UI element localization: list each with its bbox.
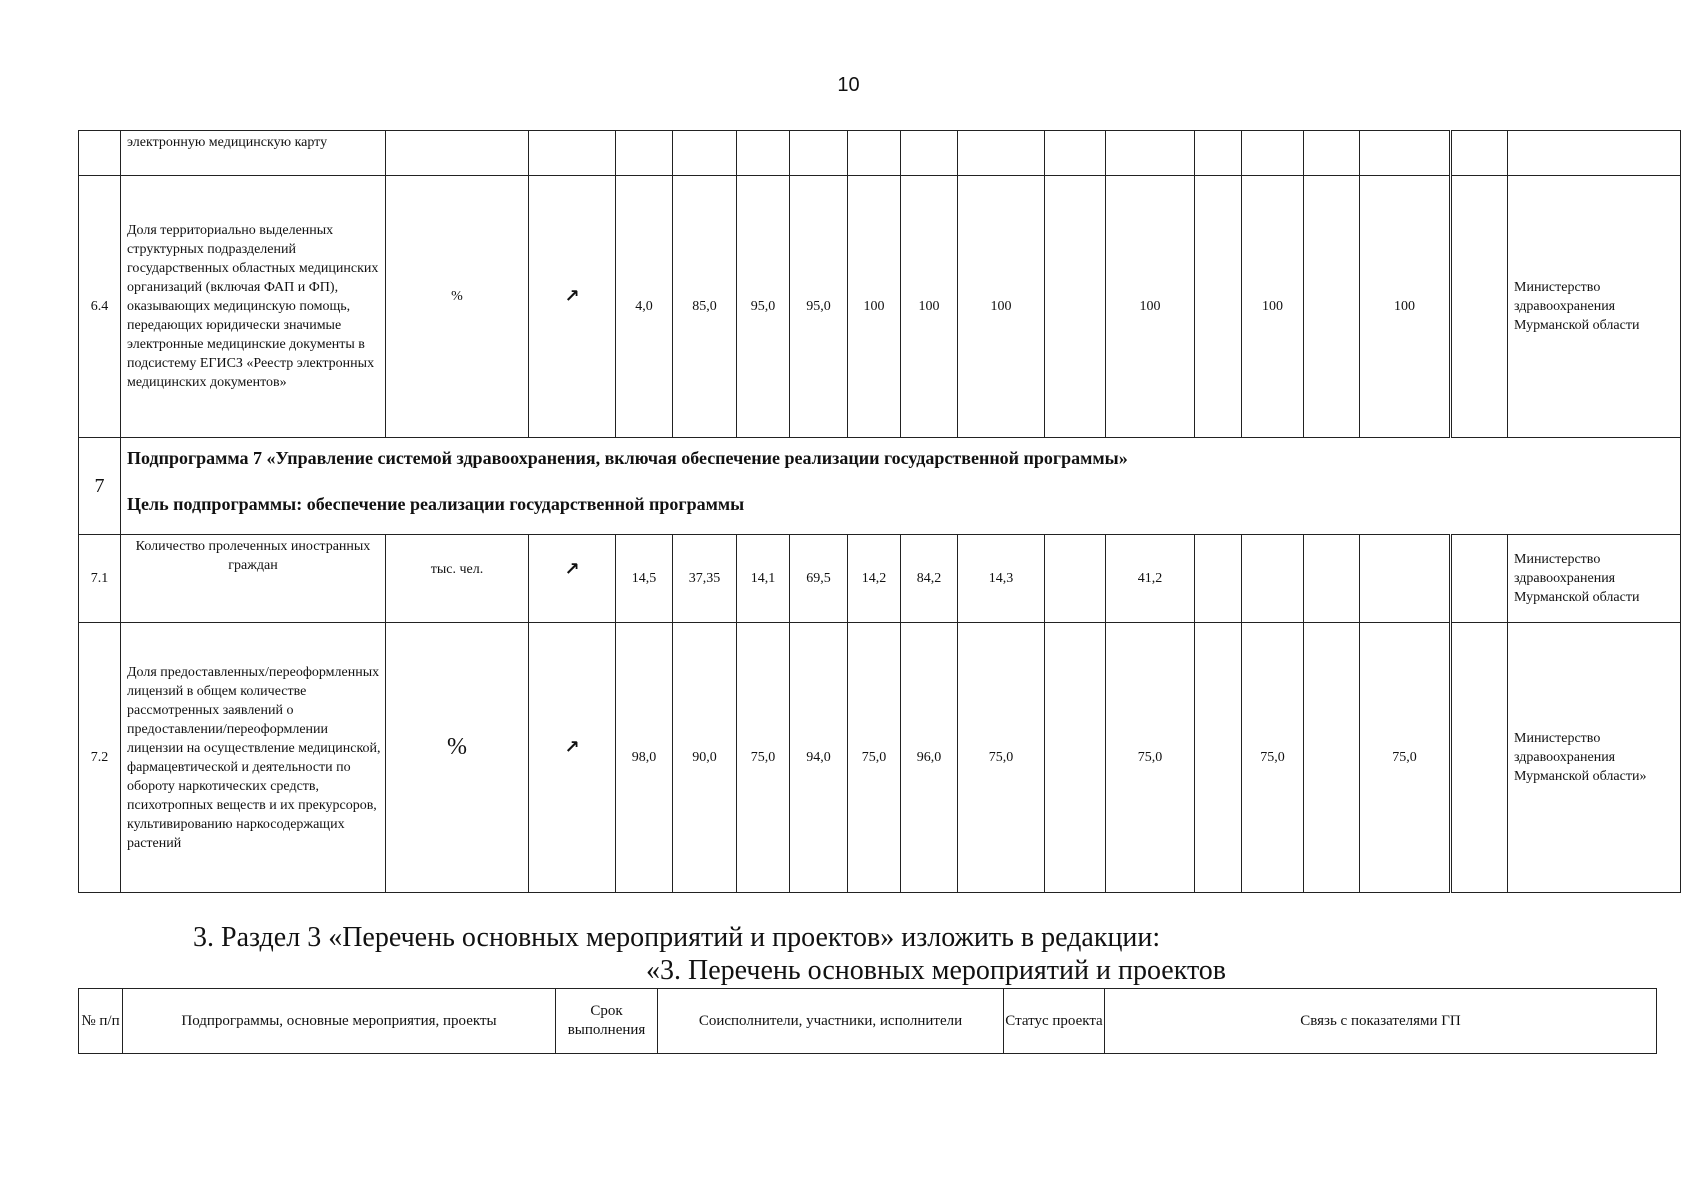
value-cell: 90,0 [673, 623, 737, 893]
row-number: 6.4 [79, 176, 121, 438]
value-cell: 75,0 [1242, 623, 1304, 893]
header-name: Подпрограммы, основные мероприятия, проекты [123, 989, 556, 1054]
value-cell: 4,0 [616, 176, 673, 438]
indicator-name: Доля территориально выделенных структурных подразделений государственных областных медицинских организаций (включая ФАП и ФП), оказывающих медицинскую помощь, передающих юридически значимые электронные медицинские документы в подсистему ЕГИСЗ «Реестр электронных медицинских документов» [121, 176, 386, 438]
table-row [79, 438, 1681, 535]
header-executors: Соисполнители, участники, исполнители [658, 989, 1004, 1054]
header-num: № п/п [79, 989, 123, 1054]
subprogram-heading [121, 438, 1681, 535]
section-3-title: «3. Перечень основных мероприятий и проектов [646, 955, 1227, 986]
value-cell: 14,1 [737, 535, 790, 623]
value-cell: 75,0 [1360, 623, 1451, 893]
value-cell: 41,2 [1106, 535, 1195, 623]
value-cell: 100 [958, 176, 1045, 438]
value-cell: 100 [901, 176, 958, 438]
page-number: 10 [837, 74, 860, 96]
row-number: 7.2 [79, 623, 121, 893]
measures-table [78, 988, 1657, 1054]
value-cell: 37,35 [673, 535, 737, 623]
value-cell: 100 [1242, 176, 1304, 438]
table-row [79, 535, 1681, 623]
value-cell: 85,0 [673, 176, 737, 438]
trend-arrow-icon: ↗ [529, 535, 616, 623]
value-cell: 96,0 [901, 623, 958, 893]
value-cell: 14,2 [848, 535, 901, 623]
unit: % [386, 623, 529, 893]
row-number: 7.1 [79, 535, 121, 623]
responsible: Министерство здравоохранения Мурманской области [1508, 176, 1681, 438]
value-cell: 84,2 [901, 535, 958, 623]
indicator-name: Количество пролеченных иностранных граждан [121, 535, 386, 623]
value-cell: 100 [1360, 176, 1451, 438]
subprogram-goal: Цель подпрограммы: обеспечение реализации государственной программы [127, 494, 745, 514]
value-cell: 75,0 [958, 623, 1045, 893]
value-cell: 95,0 [790, 176, 848, 438]
table-row [79, 623, 1681, 893]
row-number: 7 [79, 438, 121, 535]
header-status: Статус проекта [1004, 989, 1105, 1054]
trend-arrow-icon: ↗ [529, 176, 616, 438]
value-cell: 75,0 [1106, 623, 1195, 893]
unit: % [386, 176, 529, 438]
indicators-table [78, 130, 1681, 893]
value-cell: 98,0 [616, 623, 673, 893]
indicator-name: электронную медицинскую карту [121, 131, 386, 176]
subprogram-title: Подпрограмма 7 «Управление системой здравоохранения, включая обеспечение реализации государственной программы» [127, 448, 1128, 468]
table-row [79, 176, 1681, 438]
table-row [79, 131, 1681, 176]
value-cell: 100 [1106, 176, 1195, 438]
value-cell: 14,3 [958, 535, 1045, 623]
value-cell: 75,0 [737, 623, 790, 893]
unit: тыс. чел. [386, 535, 529, 623]
table-header-row [79, 989, 1657, 1054]
value-cell: 75,0 [848, 623, 901, 893]
responsible: Министерство здравоохранения Мурманской области [1508, 535, 1681, 623]
header-link: Связь с показателями ГП [1105, 989, 1657, 1054]
value-cell: 69,5 [790, 535, 848, 623]
section-3-instruction: 3. Раздел 3 «Перечень основных мероприятий и проектов» изложить в редакции: [193, 922, 1161, 953]
value-cell: 94,0 [790, 623, 848, 893]
responsible: Министерство здравоохранения Мурманской области» [1508, 623, 1681, 893]
indicator-name: Доля предоставленных/переоформленных лицензий в общем количестве рассмотренных заявлений о предоставлении/переоформлении лицензии на осуществление медицинской, фармацевтической и деятельности по обороту наркотических средств, психотропных веществ и их прекурсоров, культивированию наркосодержащих растений [121, 623, 386, 893]
trend-arrow-icon: ↗ [529, 623, 616, 893]
value-cell: 95,0 [737, 176, 790, 438]
value-cell: 14,5 [616, 535, 673, 623]
value-cell: 100 [848, 176, 901, 438]
header-term: Срок выполнения [556, 989, 658, 1054]
